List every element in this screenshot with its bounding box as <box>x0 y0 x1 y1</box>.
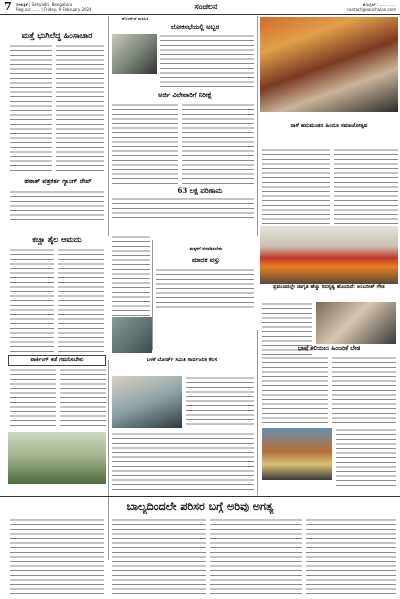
article-3-photo <box>260 17 398 112</box>
article-13-body <box>210 518 302 594</box>
column-divider <box>108 360 109 560</box>
column-divider <box>108 16 109 236</box>
article-1-body <box>10 44 52 174</box>
article-13-body <box>306 518 396 594</box>
masthead: ಸಂಚಲನ <box>194 1 218 11</box>
article-9-kicker: ಮಕ್ಕಳಿಗೆ ಅಳವಡಿಸಬೇಕು <box>189 246 223 251</box>
article-8-inset-photo <box>316 302 396 344</box>
article-5-body <box>10 190 104 220</box>
article-4-body <box>112 103 178 185</box>
article-12-photo <box>262 428 332 480</box>
article-11-photo <box>112 376 182 428</box>
article-10-body <box>60 368 106 428</box>
header-rule <box>0 14 400 15</box>
header-left-line2: Reg.no: ...... | Friday, 9 February 2024 <box>16 7 92 12</box>
article-7-headline: ಕಚ್ಚಾ ತೈಲ ಆಮದು <box>32 234 82 244</box>
article-6-headline: 63 ಲಕ್ಷ ಪರಿಣಾಮ <box>177 186 223 195</box>
article-12-headline: ಭಾಷೆ ಕಲಿಯಲು ಹಿಂಜರಿಕೆ ಬೇಡ <box>297 345 361 352</box>
column-divider <box>257 16 258 236</box>
article-13-body <box>112 518 206 594</box>
article-11-body <box>186 376 254 428</box>
header-right-line2: contact@sanchalan.com <box>346 7 396 12</box>
article-1-headline: ಮತ್ತೆ ಭುಗಿಲೆದ್ದ ಹಿಂಸಾಚಾರ <box>21 30 93 40</box>
article-6-body <box>112 197 254 221</box>
article-13-body <box>10 518 104 594</box>
article-12-body <box>336 428 396 488</box>
column-divider <box>152 240 153 350</box>
page-number: 7 <box>4 0 12 13</box>
article-2-headline: ಲೋಕಸಭೆಯಲ್ಲಿ ಅಬ್ಬರ <box>170 23 220 31</box>
article-11-headline: ಬಳಕೆ ಬೋರ್ಡ್ ಸಮಿತಿ ಸಾರ್ವಜನಿಕ ಕೆಲಸ <box>146 357 218 363</box>
article-12-body <box>332 356 396 426</box>
article-3-body <box>334 148 398 228</box>
article-1-kicker: ಹೊಸಪೇಟೆ ಮಾಹಿತಿ <box>121 16 149 21</box>
page-header <box>0 0 400 15</box>
article-12-body <box>262 356 328 426</box>
article-1-body <box>56 44 104 174</box>
header-right-line1: ಮೊಬೈಲ್ : ...... ...... <box>362 2 396 7</box>
article-2-photo <box>112 34 157 74</box>
article-13-rule <box>0 496 400 497</box>
article-3-body <box>262 148 330 228</box>
article-3-headline: ನಾಳೆ ಹನುಮಂತನ ಹಿಂದೂ ಸಮಾಜೋತ್ಸವ <box>290 123 368 129</box>
article-8-headline: ಪ್ರಪಂಚದಲ್ಲೇ ಜಾಗೃತಿ ಹೆಚ್ಚು ಸದಸ್ಯತ್ವ ಹೊಂದಿದೆ: ಅಂಬರೀಶ್ ಗೌಡ <box>273 284 385 290</box>
article-5-headline: ಹಠಾತ್ ಪತ್ರಕರ್ತ ಗ್ಯಾಂಗ್ ರೇಪ್ <box>24 177 92 185</box>
article-10-body <box>10 368 56 428</box>
article-8-body <box>262 302 312 362</box>
article-7-body <box>10 248 54 353</box>
article-4-body <box>182 103 254 185</box>
column-divider <box>257 330 258 495</box>
article-10-photo <box>8 432 106 484</box>
article-7-body <box>58 248 104 353</box>
article-9-body <box>156 268 254 308</box>
article-11-body <box>112 432 254 492</box>
article-10-headline: ಪಾರ್ಕಿಂಗ್ ಕಡೆ ಗಮನಿಸಬೇಕು <box>8 355 106 366</box>
header-left-line1: ದಿನಪತ್ರಿಕೆ | Sahyadri, Bengaluru <box>16 2 73 7</box>
article-8-photo <box>260 226 398 284</box>
article-9-headline: ಮಾದಕ ವಸ್ತು <box>191 256 221 264</box>
article-13-headline: ಬಾಲ್ಯದಿಂದಲೇ ಪರಿಸರ ಬಗ್ಗೆ ಅರಿವು ಅಗತ್ಯ <box>126 500 274 513</box>
article-4-headline: ಅರ್ಜಿ ವಿಲೇವಾರಿಗೆ ನಿರೀಕ್ಷೆ <box>158 91 212 99</box>
article-2-body <box>160 34 254 89</box>
article-11-photo <box>112 317 152 353</box>
